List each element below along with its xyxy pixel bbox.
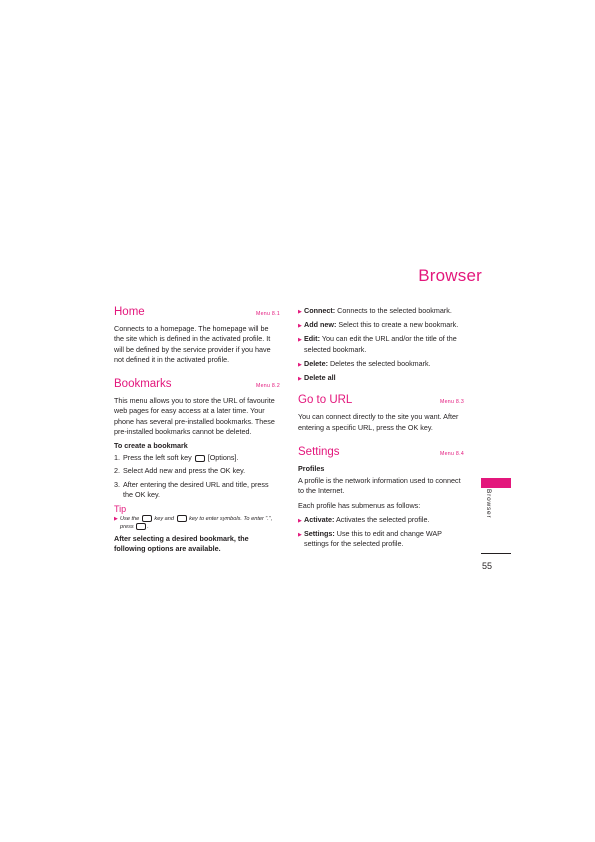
step-text: After entering the desired URL and title, press the OK key. [123, 479, 269, 499]
settings-menu-ref: Menu 8.4 [439, 450, 464, 457]
profiles-subhead: Profiles [298, 464, 325, 474]
bookmarks-title: Bookmarks [114, 378, 172, 391]
tip-heading: Tip [114, 504, 127, 515]
left-column [114, 307, 280, 559]
arrow-icon: ▶ [114, 516, 118, 523]
step-text: Select Add new and press the OK key. [123, 466, 246, 476]
bookmark-steps [114, 453, 280, 500]
soft-key-icon [195, 455, 205, 462]
list-item: ▶ Connect: Connects to the selected bookmark. [298, 306, 464, 316]
goto-section-header [298, 395, 464, 407]
list-item [114, 480, 280, 500]
arrow-icon: ▶ [298, 532, 302, 539]
home-section-header [114, 307, 280, 319]
divider [481, 553, 511, 554]
settings-text: A profile is the network information used to connect to the Internet. [298, 476, 461, 496]
arrow-icon: ▶ [298, 309, 302, 315]
list-item: ▶ Delete: Deletes the selected bookmark. [298, 359, 464, 369]
page-title: Browser [418, 266, 482, 285]
arrow-icon: ▶ [298, 323, 302, 330]
home-title: Home [114, 306, 145, 318]
list-item: ▶ Activate: Activates the selected profile. [298, 515, 464, 525]
settings-text: Each profile has submenus as follows: [298, 500, 421, 510]
bookmark-options-list [298, 306, 464, 383]
arrow-icon: ▶ [298, 376, 302, 383]
arrow-icon: ▶ [298, 337, 302, 344]
step-number: 1. [114, 453, 120, 463]
chapter-label: Browser [485, 489, 492, 519]
goto-menu-ref: Menu 8.3 [439, 399, 464, 406]
list-item: ▶ Edit: You can edit the URL and/or the title of the selected bookmark. [298, 334, 457, 354]
create-bookmark-subhead: To create a bookmark [114, 441, 188, 451]
bookmarks-menu-ref: Menu 8.2 [255, 383, 280, 390]
settings-title: Settings [298, 445, 340, 458]
step-text: Press the left soft key [123, 453, 192, 463]
profile-submenu-list [298, 515, 464, 550]
goto-title: Go to URL [298, 394, 353, 407]
step-text: [Options]. [207, 453, 239, 463]
list-item: ▶ Add new: Select this to create a new bookmark. [298, 320, 464, 330]
key-icon [136, 523, 146, 530]
list-item: ▶ Delete all [298, 373, 464, 383]
list-item [114, 466, 280, 476]
arrow-icon: ▶ [298, 361, 302, 368]
tip-text: ▶ Use the key and key to enter symbols. To enter “.”, press . [114, 516, 273, 531]
settings-section-header [298, 447, 464, 459]
home-text: Connects to a homepage. The homepage will be the site which is defined in the activated profile. It will be defined by the service provider if you have not defined it in the activated profile. [114, 324, 271, 364]
step-number: 3. [114, 479, 120, 489]
goto-text: You can connect directly to the site you want. After entering a specific URL, press the OK key. [298, 412, 459, 432]
chapter-tab [481, 478, 511, 488]
step-number: 2. [114, 466, 120, 476]
bookmarks-section-header [114, 379, 280, 391]
right-column [298, 306, 464, 553]
key-icon [177, 515, 187, 522]
list-item [114, 453, 280, 463]
key-icon [142, 515, 152, 522]
page-number: 55 [482, 561, 493, 571]
bookmarks-text: This menu allows you to store the URL of favourite web pages for easy access at a later time. Your phone has several pre-installed bookmarks. These pre-installed bookmarks cannot be deleted. [114, 396, 275, 436]
list-item: ▶ Settings: Use this to edit and change WAP settings for the selected profile. [298, 529, 442, 549]
bookmark-options-intro: After selecting a desired bookmark, the following options are available. [114, 534, 249, 554]
arrow-icon: ▶ [298, 517, 302, 524]
home-menu-ref: Menu 8.1 [255, 311, 280, 317]
